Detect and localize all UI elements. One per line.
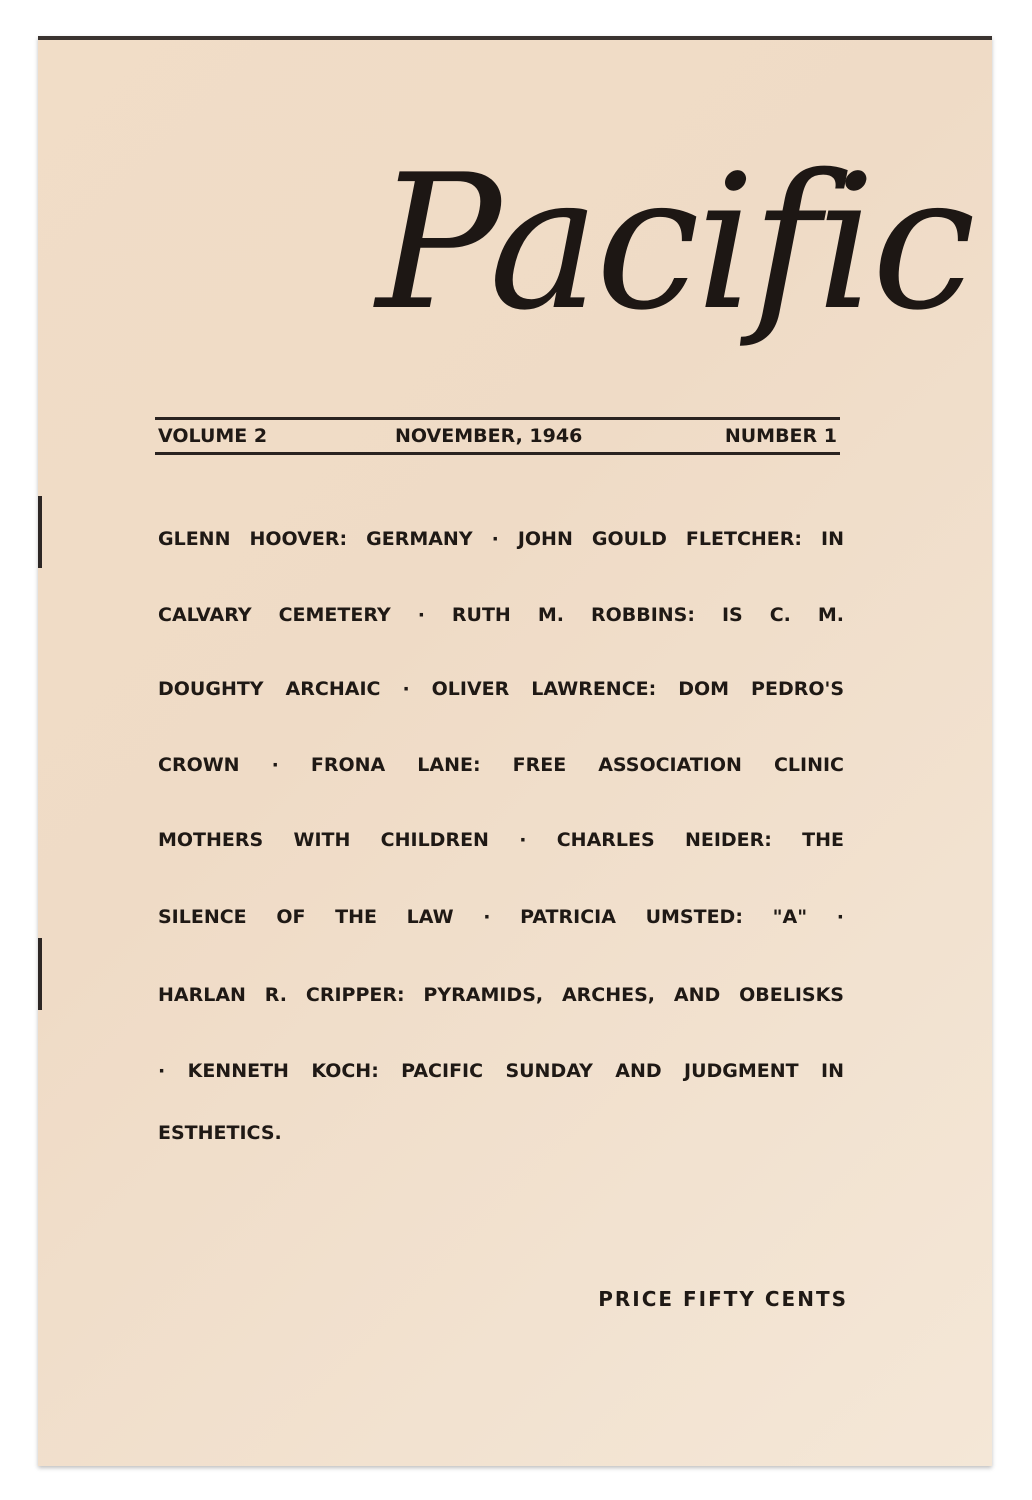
- contents-line: MOTHERS WITH CHILDREN · CHARLES NEIDER: THE: [158, 829, 844, 851]
- contents-line: · KENNETH KOCH: PACIFIC SUNDAY AND JUDGMENT IN: [158, 1060, 844, 1082]
- contents-line: SILENCE OF THE LAW · PATRICIA UMSTED: "A" ·: [158, 906, 844, 928]
- masthead: [155, 417, 840, 455]
- contents-line: DOUGHTY ARCHAIC · OLIVER LAWRENCE: DOM PEDRO'S: [158, 678, 844, 700]
- staple: [38, 496, 42, 568]
- magazine-title: Pacific: [376, 134, 972, 351]
- magazine-cover: [38, 36, 992, 1466]
- contents-line: ESTHETICS.: [158, 1122, 282, 1144]
- contents-line: CROWN · FRONA LANE: FREE ASSOCIATION CLINIC: [158, 754, 844, 776]
- staple: [38, 938, 42, 1010]
- issue-date: NOVEMBER, 1946: [395, 425, 583, 447]
- contents-line: CALVARY CEMETERY · RUTH M. ROBBINS: IS C. M.: [158, 604, 844, 626]
- issue-number: NUMBER 1: [724, 425, 837, 447]
- price-label: PRICE FIFTY CENTS: [598, 1287, 848, 1311]
- contents-line: HARLAN R. CRIPPER: PYRAMIDS, ARCHES, AND OBELISKS: [158, 984, 844, 1006]
- volume-label: VOLUME 2: [158, 425, 268, 447]
- contents-line: GLENN HOOVER: GERMANY · JOHN GOULD FLETCHER: IN: [158, 528, 844, 550]
